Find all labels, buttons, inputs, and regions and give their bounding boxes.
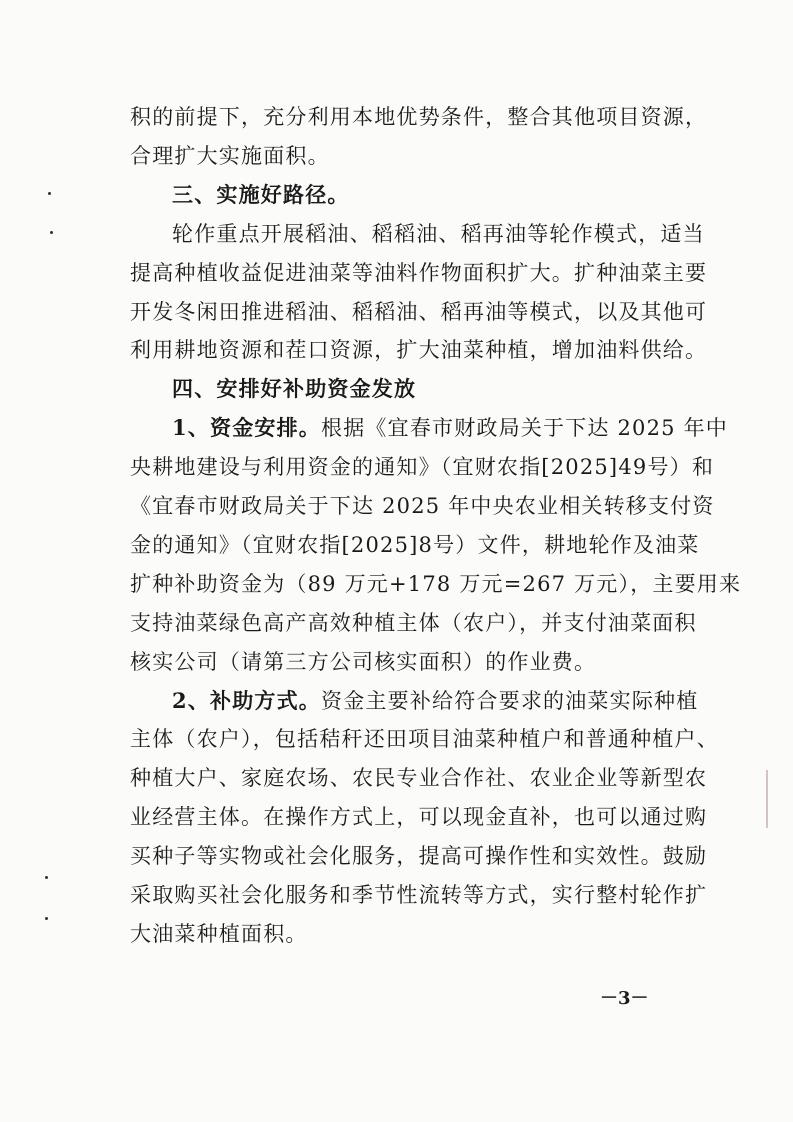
item-lead: 1、资金安排。 <box>172 415 322 441</box>
paragraph-line: 采取购买社会化服务和季节性流转等方式，实行整村轮作扩 <box>130 883 708 907</box>
paragraph-line: 《宜春市财政局关于下达 2025 年中央农业相关转移支付资 <box>130 494 715 518</box>
scan-edge-mark <box>766 770 768 828</box>
item-text: 资金主要补给符合要求的油菜实际种植 <box>321 688 699 713</box>
scan-speck <box>48 192 51 195</box>
item-lead: 2、补助方式。 <box>172 687 322 713</box>
paragraph-line: 合理扩大实施面积。 <box>130 143 330 168</box>
scan-speck <box>50 231 53 234</box>
paragraph-line: 积的前提下，充分利用本地优势条件，整合其他项目资源， <box>130 105 708 129</box>
paragraph-line: 轮作重点开展稻油、稻稻油、稻再油等轮作模式，适当 <box>172 221 705 246</box>
paragraph-line <box>172 412 729 444</box>
paragraph-line: 扩种补助资金为（89 万元+178 万元=267 万元），主要用来 <box>130 571 742 596</box>
paragraph-line: 种植大户、家庭农场、农民专业合作社、农业企业等新型农 <box>130 766 708 791</box>
paragraph-line: 核实公司（请第三方公司核实面积）的作业费。 <box>130 649 597 674</box>
paragraph-line: 支持油菜绿色高产高效种植主体（农户），并支付油菜面积 <box>130 610 697 635</box>
paragraph-line: 央耕地建设与利用资金的通知》（宜财农指[2025]49号）和 <box>130 455 715 480</box>
paragraph-line: 金的通知》（宜财农指[2025]8号）文件，耕地轮作及油菜 <box>130 532 700 557</box>
paragraph-line: 开发冬闲田推进稻油、稻稻油、稻再油等模式，以及其他可 <box>130 299 708 324</box>
item-text: 根据《宜春市财政局关于下达 2025 年中 <box>321 416 729 441</box>
section-heading: 四、安排好补助资金发放 <box>172 376 417 402</box>
paragraph-line: 买种子等实物或社会化服务，提高可操作性和实效性。鼓励 <box>130 844 708 869</box>
paragraph-line: 利用耕地资源和茬口资源，扩大油菜种植，增加油料供给。 <box>130 338 708 363</box>
paragraph-line: 业经营主体。在操作方式上，可以现金直补，也可以通过购 <box>130 805 708 830</box>
scan-speck <box>45 876 48 879</box>
section-heading: 三、实施好路径。 <box>172 181 350 207</box>
paragraph-line <box>172 685 699 717</box>
paragraph-line: 提高种植收益促进油菜等油料作物面积扩大。扩种油菜主要 <box>130 260 708 285</box>
paragraph-line: 主体（农户），包括秸秆还田项目油菜种植户和普通种植户、 <box>130 727 719 752</box>
scan-speck <box>45 917 48 920</box>
paragraph-line: 大油菜种植面积。 <box>130 921 308 946</box>
page-number: －3－ <box>600 988 649 1009</box>
